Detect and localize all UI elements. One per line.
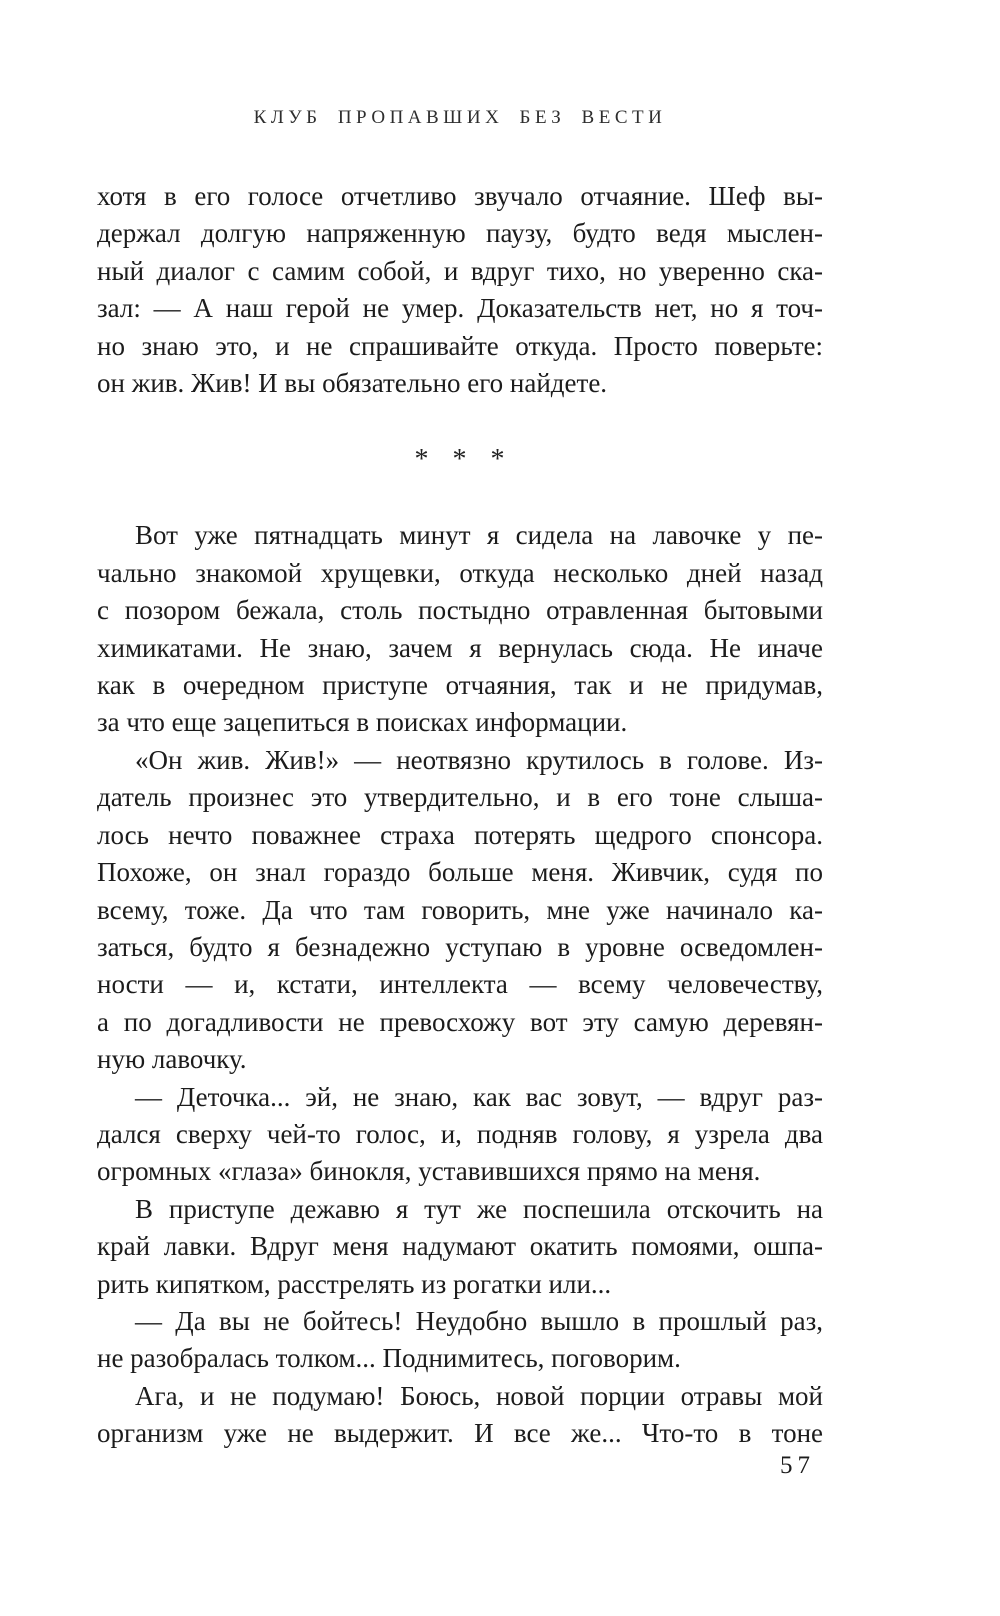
paragraph [97,1303,823,1378]
text-line: он жив. Жив! И вы обязательно его найдете. [97,368,608,399]
text-line: — Да вы не бойтесь! Неудобно вышло в прошлый раз, [135,1305,823,1336]
text-line: ный диалог с самим собой, и вдруг тихо, но уверенно ска- [97,255,823,286]
text-line: В приступе дежавю я тут же поспешила отскочить на [135,1193,823,1224]
text-line: Ага, и не подумаю! Боюсь, новой порции отравы мой [135,1380,823,1411]
text-line: дался сверху чей-то голос, и, подняв голову, я узрела два [97,1118,823,1149]
text-line: Вот уже пятнадцать минут я сидела на лавочке у пе- [135,520,823,551]
running-head: КЛУБ ПРОПАВШИХ БЕЗ ВЕСТИ [253,107,667,128]
paragraph [97,1378,823,1453]
text-line: но знаю это, и не спрашивайте откуда. Просто поверьте: [97,330,823,361]
text-line: организм уже не выдержит. И все же... Что-то в тоне [97,1418,823,1449]
text-line: всему, тоже. Да что там говорить, мне уже начинало ка- [97,894,823,925]
text-line: зал: — А наш герой не умер. Доказательств нет, но я точ- [97,293,823,324]
text-line: Похоже, он знал гораздо больше меня. Живчик, судя по [97,857,823,888]
text-line: с позором бежала, столь постыдно отравленная бытовыми [97,595,823,626]
page-number: 57 [780,1452,815,1479]
paragraph [97,742,823,1079]
text-line: ную лавочку. [97,1044,247,1075]
text-line: — Деточка... эй, не знаю, как вас зовут, — вдруг раз- [135,1081,823,1112]
text-line: держал долгую напряженную паузу, будто ведя мыслен- [97,218,823,249]
paragraph [97,1191,823,1303]
text-line: а по догадливости не превосхожу вот эту самую деревян- [97,1006,823,1037]
text-line: заться, будто я безнадежно уступаю в уровне осведомлен- [97,931,823,962]
body-text [97,178,823,1453]
section-separator: * * * [414,444,506,476]
text-line: как в очередном приступе отчаяния, так и не придумав, [97,670,823,701]
text-line: за что еще зацепиться в поисках информации. [97,707,628,738]
text-line: край лавки. Вдруг меня надумают окатить помоями, ошпа- [97,1231,823,1262]
paragraph [97,517,823,741]
text-line: ности — и, кстати, интеллекта — всему человечеству, [97,969,823,1000]
paragraph [97,1079,823,1191]
text-line: датель произнес это утвердительно, и в его тоне слыша- [97,782,823,813]
text-line: огромных «глаза» бинокля, уставившихся прямо на меня. [97,1156,761,1187]
text-line: хотя в его голосе отчетливо звучало отчаяние. Шеф вы- [97,181,823,211]
paragraph [97,178,823,402]
text-line: химикатами. Не знаю, зачем я вернулась сюда. Не иначе [97,632,823,663]
text-line: лось нечто поважнее страха потерять щедрого спонсора. [97,819,823,850]
text-line: «Он жив. Жив!» — неотвязно крутилось в голове. Из- [135,744,823,775]
text-line: не разобралась толком... Поднимитесь, поговорим. [97,1343,681,1374]
text-line: рить кипятком, расстрелять из рогатки или... [97,1268,612,1299]
text-line: чально знакомой хрущевки, откуда несколько дней назад [97,557,823,588]
